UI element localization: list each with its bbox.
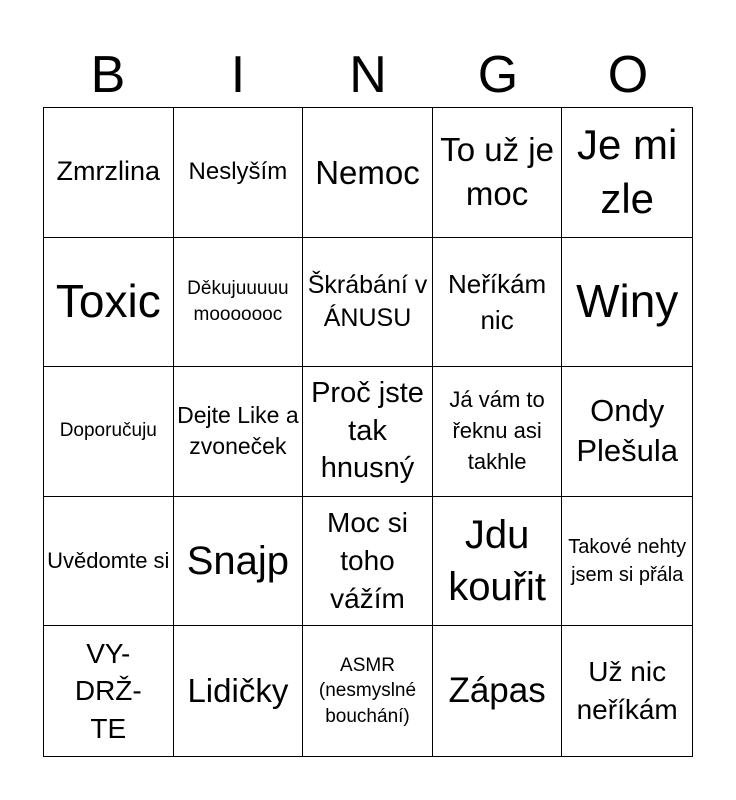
bingo-cell[interactable] bbox=[433, 238, 563, 368]
bingo-cell[interactable] bbox=[303, 238, 433, 368]
cell-text: Neslyším bbox=[188, 158, 288, 186]
cell-text: Je mi zle bbox=[577, 120, 678, 223]
cell-text: Děkujuuuuu mooooooc bbox=[187, 278, 289, 325]
cell-text: Ondy Plešula bbox=[576, 393, 679, 469]
cell-text: Doporučuju bbox=[59, 420, 157, 442]
bingo-cell[interactable] bbox=[433, 108, 563, 238]
cell-text: Já vám to řeknu asi takhle bbox=[449, 387, 545, 474]
cell-text: To už je moc bbox=[440, 130, 554, 213]
bingo-cell[interactable] bbox=[562, 108, 692, 238]
header-letter-i: I bbox=[230, 46, 246, 104]
bingo-cell[interactable] bbox=[433, 626, 563, 756]
bingo-cell[interactable] bbox=[562, 238, 692, 368]
bingo-cell[interactable] bbox=[44, 108, 174, 238]
bingo-cell[interactable] bbox=[303, 497, 433, 627]
bingo-cell[interactable] bbox=[44, 497, 174, 627]
cell-text: Uvědomte si bbox=[47, 548, 170, 574]
bingo-cell[interactable] bbox=[44, 238, 174, 368]
cell-text: Zmrzlina bbox=[56, 156, 161, 187]
cell-text: Nemoc bbox=[315, 153, 420, 191]
cell-text: Zápas bbox=[448, 671, 546, 711]
cell-text: Lidičky bbox=[187, 672, 289, 710]
bingo-cell[interactable] bbox=[562, 497, 692, 627]
cell-text: Takové nehty jsem si přála bbox=[568, 536, 687, 587]
bingo-cell[interactable] bbox=[562, 367, 692, 497]
bingo-cell[interactable] bbox=[303, 108, 433, 238]
bingo-cell[interactable] bbox=[174, 238, 304, 368]
bingo-cell[interactable] bbox=[433, 367, 563, 497]
bingo-cell[interactable] bbox=[174, 497, 304, 627]
header-letter-o: O bbox=[607, 46, 649, 104]
bingo-board bbox=[43, 107, 693, 757]
cell-text: Winy bbox=[576, 275, 679, 328]
bingo-cell[interactable] bbox=[174, 108, 304, 238]
cell-text: Proč jste tak hnusný bbox=[311, 376, 424, 485]
cell-text: Už nic neříkám bbox=[576, 656, 678, 726]
bingo-cell[interactable] bbox=[44, 367, 174, 497]
bingo-cell[interactable] bbox=[562, 626, 692, 756]
cell-text: Toxic bbox=[55, 275, 161, 328]
cell-text: Neříkám nic bbox=[447, 268, 547, 335]
cell-text: Dejte Like a zvoneček bbox=[177, 402, 299, 460]
cell-text: VY-DRŽ-TE bbox=[74, 637, 142, 745]
cell-text: Jdu kouřit bbox=[448, 513, 546, 610]
bingo-cell[interactable] bbox=[174, 367, 304, 497]
header-letter-n: N bbox=[349, 46, 387, 104]
header-letter-g: G bbox=[477, 46, 519, 104]
cell-text: ASMR (nesmyslné bouchání) bbox=[318, 654, 417, 728]
bingo-cell[interactable] bbox=[303, 626, 433, 756]
bingo-header bbox=[43, 40, 693, 110]
cell-text: Moc si toho vážím bbox=[327, 507, 408, 614]
bingo-cell[interactable] bbox=[433, 497, 563, 627]
header-letter-b: B bbox=[90, 46, 126, 104]
cell-text: Škrábání v ÁNUSU bbox=[307, 270, 428, 332]
bingo-cell[interactable] bbox=[44, 626, 174, 756]
bingo-cell[interactable] bbox=[303, 367, 433, 497]
cell-text: Snajp bbox=[186, 539, 290, 584]
bingo-cell[interactable] bbox=[174, 626, 304, 756]
